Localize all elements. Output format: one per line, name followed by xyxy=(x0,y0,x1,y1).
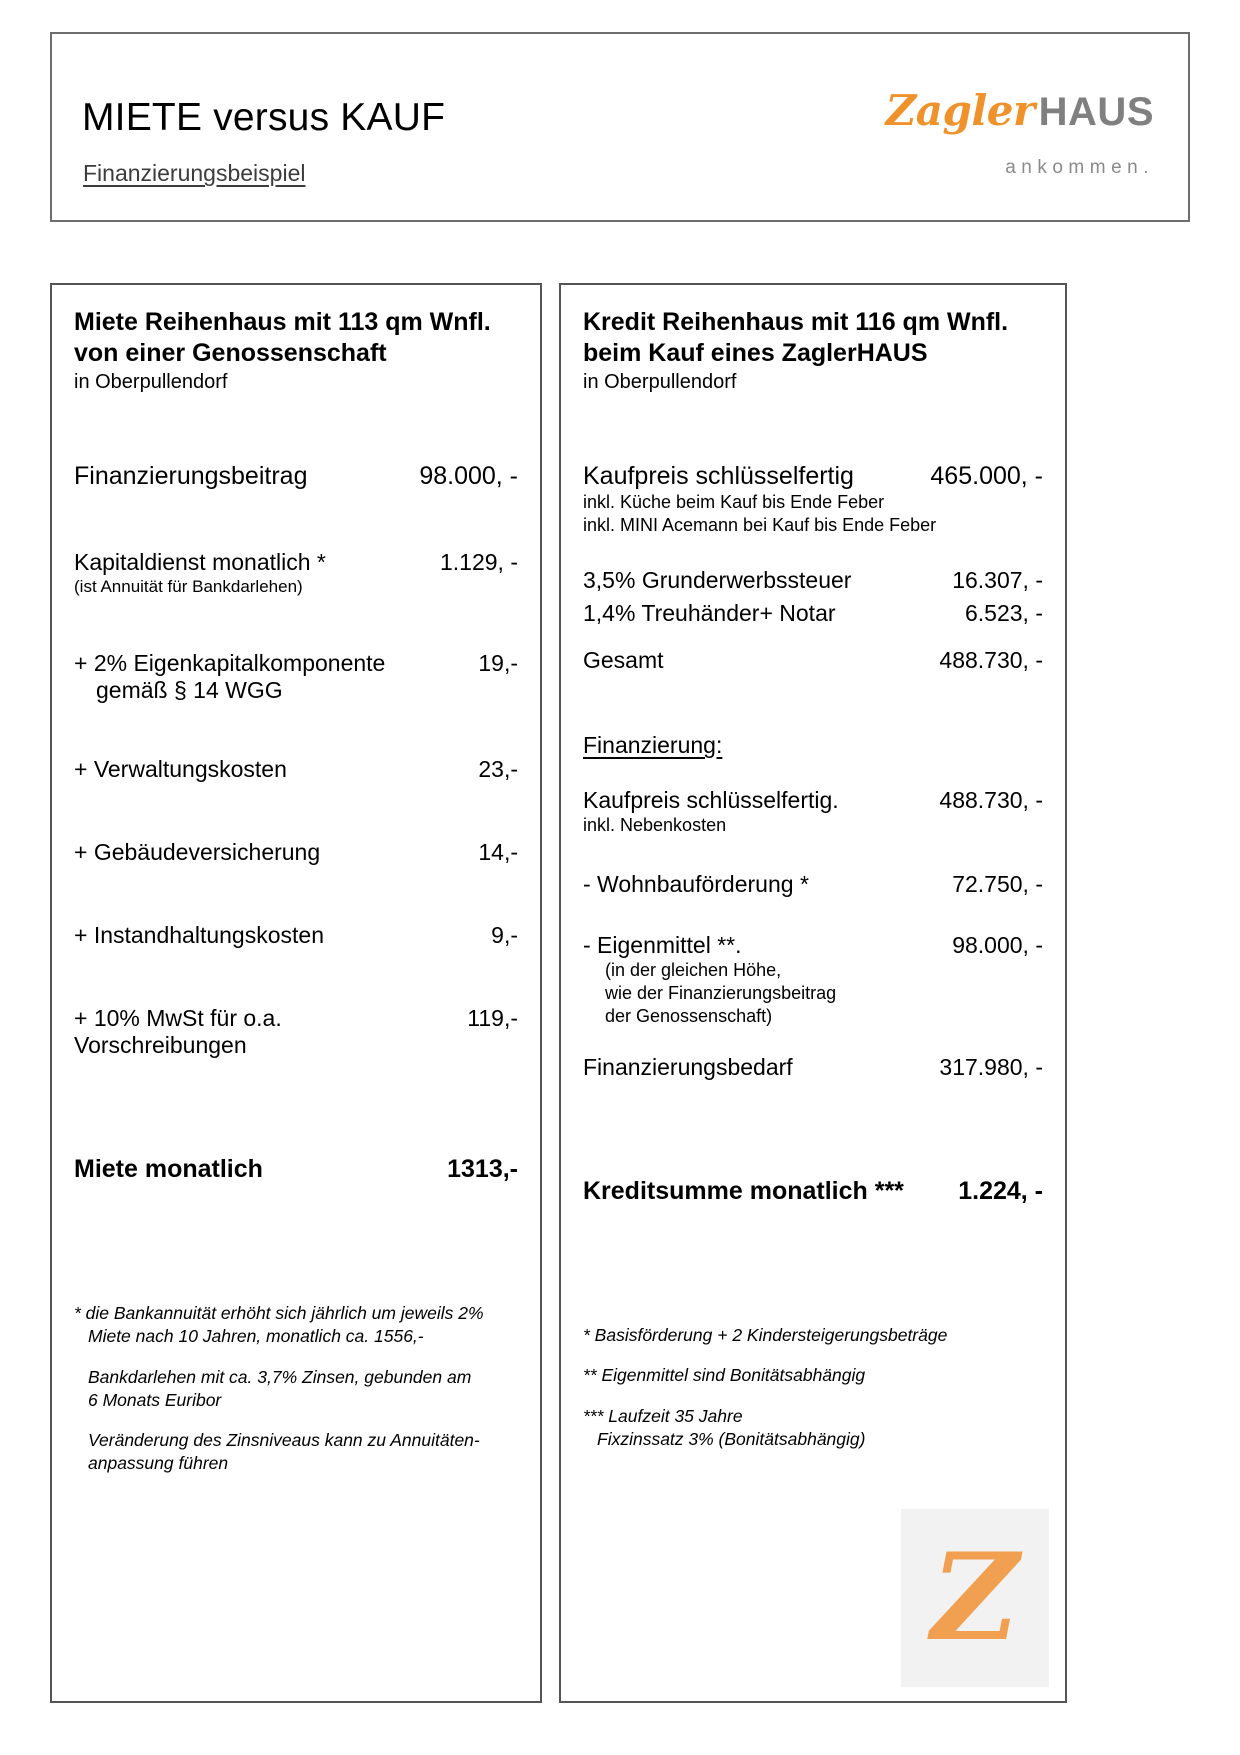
footnote-line: Fixzinssatz 3% (Bonitätsabhängig) xyxy=(597,1428,866,1449)
rent-panel xyxy=(50,283,542,1703)
footnote-line: Bankdarlehen mit ca. 3,7% Zinsen, gebunden am xyxy=(88,1366,472,1387)
row-value: 488.730, - xyxy=(939,787,1043,814)
row-label: gemäß § 14 WGG xyxy=(96,677,283,704)
row-label: Kapitaldienst monatlich * xyxy=(74,549,326,575)
row-note: inkl. Nebenkosten xyxy=(583,815,727,836)
purchase-panel xyxy=(559,283,1067,1703)
financing-heading-label: Finanzierung: xyxy=(583,732,723,759)
row-value: 14,- xyxy=(478,839,518,866)
rent-total-row xyxy=(74,1155,518,1184)
row-grunderwerbssteuer xyxy=(583,567,1043,594)
row-verwaltungskosten xyxy=(74,756,518,783)
row-kaufpreis xyxy=(583,462,1043,491)
header-panel xyxy=(50,32,1190,222)
rent-title-line2: von einer Genossenschaft xyxy=(74,339,387,367)
rent-title-line1: Miete Reihenhaus mit 113 qm Wnfl. xyxy=(74,308,491,336)
row-value: 98.000, - xyxy=(952,932,1043,959)
rent-location: in Oberpullendorf xyxy=(74,371,228,393)
kaufpreis-note-2: inkl. MINI Acemann bei Kauf bis Ende Feber xyxy=(583,515,937,536)
eigenmittel-note-1: (in der gleichen Höhe, xyxy=(605,960,782,981)
purchase-footnote-1 xyxy=(583,1324,1043,1347)
rent-total-value: 1313,- xyxy=(447,1155,518,1184)
purchase-title-line2: beim Kauf eines ZaglerHAUS xyxy=(583,339,928,367)
eigenmittel-note-3: der Genossenschaft) xyxy=(605,1006,773,1027)
row-eigenkapital-line2 xyxy=(74,677,518,704)
row-treuhaender-notar xyxy=(583,600,1043,627)
logo-haus-text: HAUS xyxy=(1038,90,1154,134)
kaufpreis-note-1: inkl. Küche beim Kauf bis Ende Feber xyxy=(583,492,885,512)
purchase-total-row xyxy=(583,1177,1043,1206)
footnote-line: * Basisförderung + 2 Kindersteigerungsbeträge xyxy=(583,1325,948,1346)
row-value: 317.980, - xyxy=(939,1054,1043,1081)
row-label: - Eigenmittel **. xyxy=(583,932,742,959)
row-label: + 2% Eigenkapitalkomponente xyxy=(74,650,386,677)
rent-panel-title xyxy=(74,307,518,369)
footnote-line: *** Laufzeit 35 Jahre xyxy=(583,1405,743,1426)
row-value: 488.730, - xyxy=(939,647,1043,674)
footnote-line: Miete nach 10 Jahren, monatlich ca. 1556,- xyxy=(88,1326,424,1347)
rent-footnote-2 xyxy=(74,1366,518,1413)
row-label: + 10% MwSt für o.a. Vorschreibungen xyxy=(74,1005,282,1059)
purchase-panel-title xyxy=(583,307,1043,369)
row-mwst xyxy=(74,1005,518,1059)
row-label: + Gebäudeversicherung xyxy=(74,839,321,866)
footnote-line: * die Bankannuität erhöht sich jährlich um jeweils 2% xyxy=(74,1303,484,1324)
rent-footnote-3 xyxy=(74,1429,518,1476)
z-watermark-letter: Z xyxy=(931,1527,1019,1668)
row-eigenkapitalkomponente xyxy=(74,650,518,677)
row-label: 3,5% Grunderwerbssteuer xyxy=(583,567,852,594)
row-label: Kaufpreis schlüsselfertig xyxy=(583,462,854,490)
purchase-title-line1: Kredit Reihenhaus mit 116 qm Wnfl. xyxy=(583,308,1009,336)
row-label: Finanzierungsbedarf xyxy=(583,1054,793,1081)
purchase-footnote-2 xyxy=(583,1364,1043,1387)
row-label: Finanzierungsbeitrag xyxy=(74,462,308,490)
page-subtitle: Finanzierungsbeispiel xyxy=(83,160,306,186)
footnote-line: anpassung führen xyxy=(88,1453,229,1474)
row-value: 1.129, - xyxy=(440,549,518,575)
eigenmittel-note-2: wie der Finanzierungsbeitrag xyxy=(605,983,837,1004)
row-label: + Instandhaltungskosten xyxy=(74,922,324,949)
purchase-total-value: 1.224, - xyxy=(958,1177,1043,1206)
row-finanzierungsbeitrag xyxy=(74,462,518,491)
row-value: 72.750, - xyxy=(952,871,1043,898)
row-label: - Wohnbauförderung * xyxy=(583,871,809,898)
logo-zagler-text: Zagler xyxy=(885,86,1035,135)
row-wohnbaufoerderung xyxy=(583,871,1043,898)
row-value: 6.523, - xyxy=(965,600,1043,627)
row-value: 9,- xyxy=(491,922,518,949)
rent-footnote-1 xyxy=(74,1302,518,1349)
purchase-location: in Oberpullendorf xyxy=(583,371,737,393)
brand-logo xyxy=(885,86,1154,178)
purchase-total-label: Kreditsumme monatlich *** xyxy=(583,1177,904,1206)
z-watermark xyxy=(901,1509,1049,1687)
footnote-line: ** Eigenmittel sind Bonitätsabhängig xyxy=(583,1365,866,1386)
row-eigenmittel xyxy=(583,932,1043,959)
row-note: (ist Annuität für Bankdarlehen) xyxy=(74,577,303,596)
row-label: Gesamt xyxy=(583,647,664,674)
row-value: 465.000, - xyxy=(930,462,1043,490)
row-kaufpreis-finanzierung xyxy=(583,787,1043,814)
purchase-footnote-3 xyxy=(583,1405,1043,1452)
row-value: 16.307, - xyxy=(952,567,1043,594)
rent-total-label: Miete monatlich xyxy=(74,1155,263,1184)
comparison-panels xyxy=(50,283,1190,1703)
financing-heading xyxy=(583,732,1043,759)
row-kapitaldienst xyxy=(74,549,518,576)
logo-text xyxy=(885,86,1154,135)
row-label: + Verwaltungskosten xyxy=(74,756,287,783)
row-gebaeudeversicherung xyxy=(74,839,518,866)
row-label: Kaufpreis schlüsselfertig. xyxy=(583,787,839,814)
row-label: 1,4% Treuhänder+ Notar xyxy=(583,600,836,627)
row-value: 19,- xyxy=(478,650,518,677)
logo-tagline: ankommen. xyxy=(1005,157,1154,178)
row-instandhaltungskosten xyxy=(74,922,518,949)
footnote-line: Veränderung des Zinsniveaus kann zu Annuitäten- xyxy=(88,1430,480,1451)
footnote-line: 6 Monats Euribor xyxy=(88,1389,222,1410)
row-gesamt xyxy=(583,647,1043,674)
row-value: 23,- xyxy=(478,756,518,783)
row-value: 119,- xyxy=(467,1005,518,1032)
row-finanzierungsbedarf xyxy=(583,1054,1043,1081)
page-title: MIETE versus KAUF xyxy=(82,96,446,139)
row-value: 98.000, - xyxy=(419,462,518,490)
